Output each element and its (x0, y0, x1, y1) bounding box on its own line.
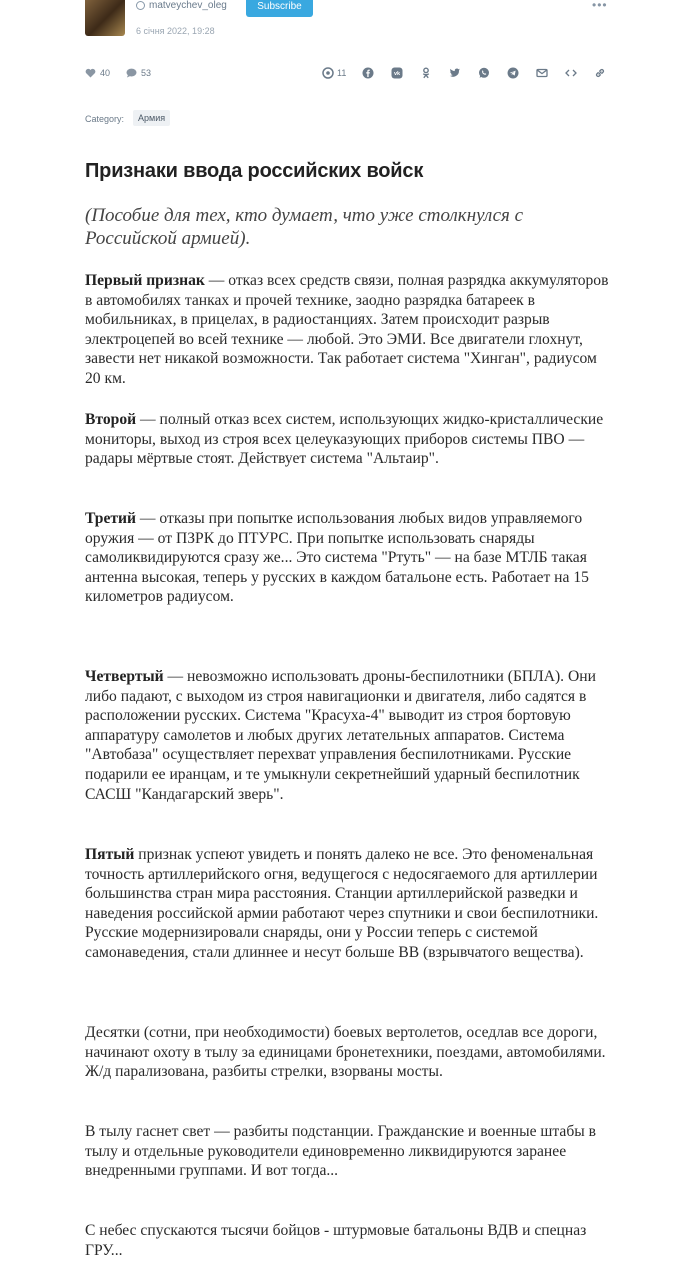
share-bar (322, 67, 623, 79)
subscribe-button[interactable]: Subscribe (246, 0, 313, 17)
mail-icon (536, 67, 548, 79)
paragraph-sign-3 (85, 509, 613, 607)
paragraph-text: признак успеют увидеть и понять далеко не все. Это феноменальная точность артиллерийского огня, ведущегося с недосягаемого для артиллерии большинства стран мира расстояния. Станции артиллерийской разведки и наведения российской армии работают через спутники и свои беспилотники. Русские модернизировали снаряды, они у России теперь с системой самонаведения, стали длиннее и несут больше ВВ (взрывчатого вещества). (85, 846, 599, 961)
embed-button[interactable] (565, 67, 577, 79)
share-twitter-button[interactable] (449, 67, 461, 79)
paragraph-lead: Второй (85, 411, 137, 428)
paragraph-sign-1 (85, 271, 613, 389)
copy-link-button[interactable] (594, 67, 606, 79)
whatsapp-icon (478, 67, 490, 79)
comments-count: 53 (141, 68, 152, 78)
paragraph-text: — невозможно использовать дроны-беспилотники (БПЛА). Они либо падают, с выходом из строя навигационки и двигателя, либо садятся в расположении русских. Система "Красуха-4" выводит из строя бортовую аппаратуру самолетов и любых других летательных аппаратов. Система "Автобаза" осуществляет перехват управления беспилотниками. Русские подарили ее иранцам, и те умыкнули секретнейший ударный беспилотник САСШ "Кандагарский зверь". (85, 668, 596, 803)
shares-count: 11 (337, 68, 347, 78)
user-icon (136, 1, 145, 10)
post-date: 6 січня 2022, 19:28 (136, 26, 215, 36)
post-stats (85, 68, 167, 78)
paragraph-text: — отказы при попытке использования любых видов управляемого оружия — от ПЗРК до ПТУРС. При попытке использовать снаряды самоликвидируются сразу же... Это система "Ртуть" — на базе МТЛБ такая антенна высокая, теперь у русских в каждом батальоне есть. Работает на 15 километров радиусом. (85, 510, 589, 606)
paragraph-text: — полный отказ всех систем, использующих жидко-кристаллические мониторы, выход из строя всех целеуказующих приборов системы ПВО — радары мёртвые стоят. Действует система "Альтаир". (85, 411, 604, 468)
heart-icon (85, 68, 96, 78)
paragraph-lead: Третий (85, 510, 137, 527)
facebook-icon (362, 67, 374, 79)
share-whatsapp-button[interactable] (478, 67, 490, 79)
paragraph-sign-4 (85, 667, 613, 804)
article-subtitle: (Пособие для тех, кто думает, что уже столкнулся с Российской армией). (85, 205, 524, 249)
paragraph-sign-2 (85, 410, 613, 469)
author-link[interactable] (136, 0, 227, 11)
author-avatar[interactable] (85, 0, 125, 36)
paragraph-sign-5 (85, 845, 613, 963)
article-title: Признаки ввода российских войск (85, 160, 424, 182)
paragraph-blackout: В тылу гаснет свет — разбиты подстанции. Гражданские и военные штабы в тылу и отдельные руководители единовременно ликвидируются заранее внедренными группами. И вот тогда... (85, 1123, 596, 1180)
telegram-icon (507, 67, 519, 79)
paragraph-text: — отказ всех средств связи, полная разрядка аккумуляторов в автомобилях танках и прочей технике, заодно разрядка батареек в мобильниках, в прицелах, в радиостанциях. Затем происходит разрыв электроцепей во всей технике — любой. Это ЭМИ. Все двигатели глохнут, завести нет никакой возможности. Так работает система "Хинган", радиусом 20 км. (85, 272, 609, 387)
paragraph-lead: Пятый (85, 846, 135, 863)
paragraph-lead: Первый признак (85, 272, 205, 289)
link-icon (594, 67, 606, 79)
share-email-button[interactable] (536, 67, 548, 79)
paragraph-helicopters: Десятки (сотни, при необходимости) боевых вертолетов, оседлав все дороги, начинают охоту в тылу за единицами бронетехники, поездами, автомобилями. Ж/д парализована, разбиты стрелки, взорваны мосты. (85, 1024, 606, 1081)
comment-icon (126, 68, 137, 78)
svg-text:vk: vk (394, 71, 401, 78)
share-ok-button[interactable] (420, 67, 432, 79)
comments-control[interactable] (126, 68, 151, 78)
twitter-icon (449, 67, 461, 79)
paragraph-airborne: С небес спускаются тысячи бойцов - штурмовые батальоны ВДВ и спецназ ГРУ... (85, 1222, 587, 1259)
code-icon (565, 67, 577, 79)
share-telegram-button[interactable] (507, 67, 519, 79)
share-icon (322, 67, 334, 79)
likes-count: 40 (100, 68, 111, 78)
author-name[interactable]: matveychev_oleg (149, 0, 227, 11)
share-vk-button[interactable] (391, 67, 403, 79)
more-menu-button[interactable]: ••• (592, 0, 608, 12)
odnoklassniki-icon (420, 67, 432, 79)
share-facebook-button[interactable] (362, 67, 374, 79)
paragraph-lead: Четвертый (85, 668, 164, 685)
vk-icon (391, 67, 403, 79)
category-label: Category: (85, 114, 125, 124)
category-tag[interactable]: Армия (133, 110, 170, 126)
share-count-control[interactable] (322, 67, 346, 79)
likes-control[interactable] (85, 68, 110, 78)
